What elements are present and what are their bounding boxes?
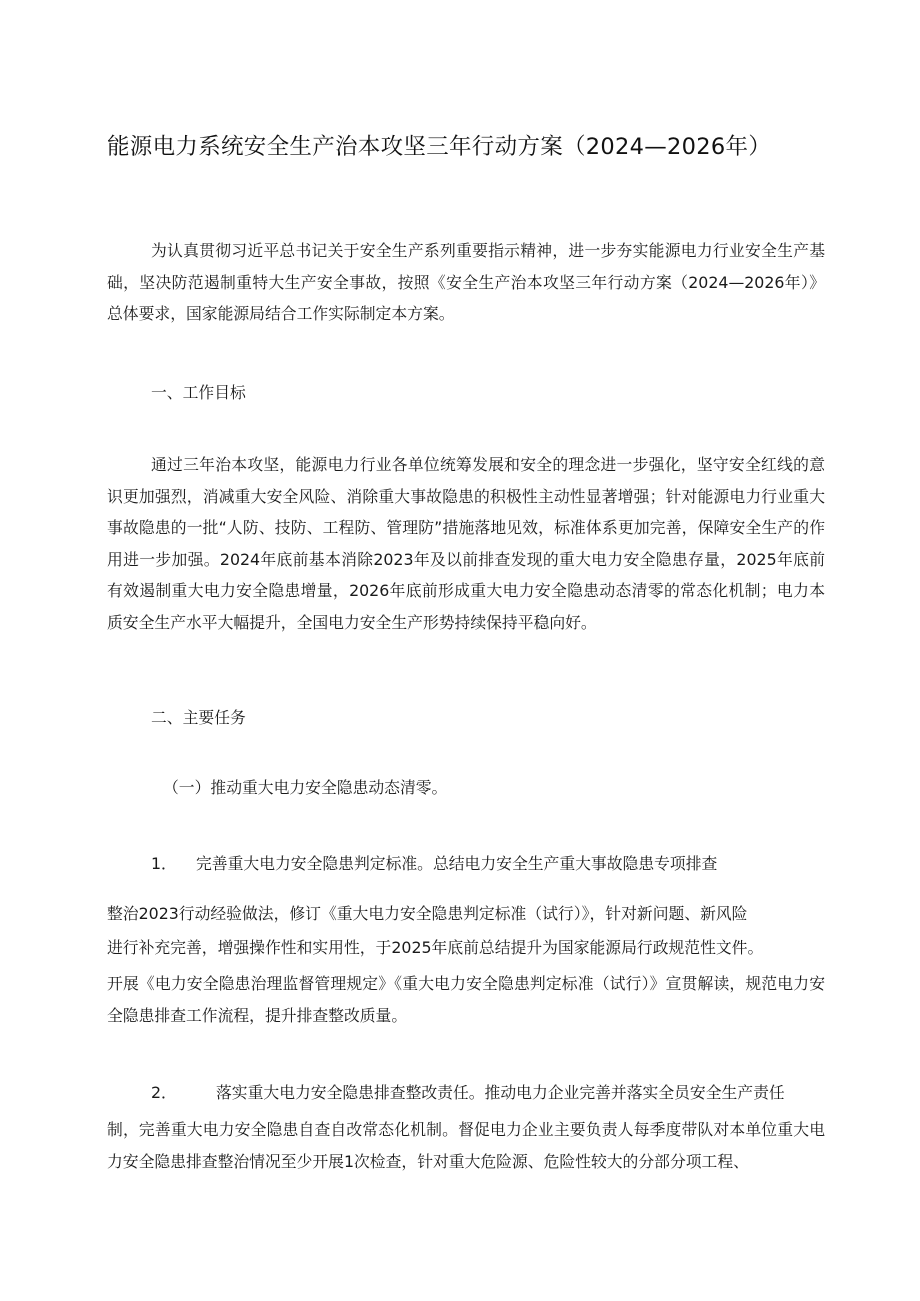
section-heading-goals: 一、工作目标 — [151, 383, 246, 402]
document-title: 能源电力系统安全生产治本攻坚三年行动方案（2024—2026年） — [107, 134, 772, 160]
item-1-line-3: 进行补充完善，增强操作性和实用性，于2025年底前总结提升为国家能源局行政规范性文件。 — [107, 938, 764, 957]
item-2-first-line: 落实重大电力安全隐患排查整改责任。推动电力企业完善并落实全员安全生产责任 — [216, 1083, 785, 1102]
intro-paragraph: 为认真贯彻习近平总书记关于安全生产系列重要指示精神，进一步夯实能源电力行业安全生产基础，坚决防范遏制重特大生产安全事故，按照《安全生产治本攻坚三年行动方案（2024—2026年）》总体要求，国家能源局结合工作实际制定本方案。 — [107, 241, 825, 324]
goals-paragraph: 通过三年治本攻坚，能源电力行业各单位统筹发展和安全的理念进一步强化，坚守安全红线的意识更加强烈，消减重大安全风险、消除重大事故隐患的积极性主动性显著增强；针对能源电力行业重大事故隐患的一批“人防、技防、工程防、管理防”措施落地见效，标准体系更加完善，保障安全生产的作用进一步加强。2024年底前基本消除2023年及以前排查发现的重大电力安全隐患存量，2025年底前有效遏制重大电力安全隐患增量，2026年底前形成重大电力安全隐患动态清零的常态化机制；电力本质安全生产水平大幅提升，全国电力安全生产形势持续保持平稳向好。 — [107, 455, 825, 632]
item-1-first-line: 完善重大电力安全隐患判定标准。总结电力安全生产重大事故隐患专项排查 — [196, 854, 718, 873]
subsection-heading-1: （一）推动重大电力安全隐患动态清零。 — [163, 778, 448, 797]
item-1-line-2: 整治2023行动经验做法，修订《重大电力安全隐患判定标准（试行）》，针对新问题、新风险 — [107, 904, 748, 923]
item-1-continuation: 开展《电力安全隐患治理监督管理规定》《重大电力安全隐患判定标准（试行）》宣贯解读，规范电力安全隐患排查工作流程，提升排查整改质量。 — [107, 974, 825, 1025]
item-number-1: 1． — [151, 854, 177, 873]
item-number-2: 2． — [151, 1083, 177, 1102]
section-heading-tasks: 二、主要任务 — [151, 708, 246, 727]
item-2-continuation: 制，完善重大电力安全隐患自查自改常态化机制。督促电力企业主要负责人每季度带队对本单位重大电力安全隐患排查整治情况至少开展1次检查，针对重大危险源、危险性较大的分部分项工程、 — [107, 1120, 825, 1171]
